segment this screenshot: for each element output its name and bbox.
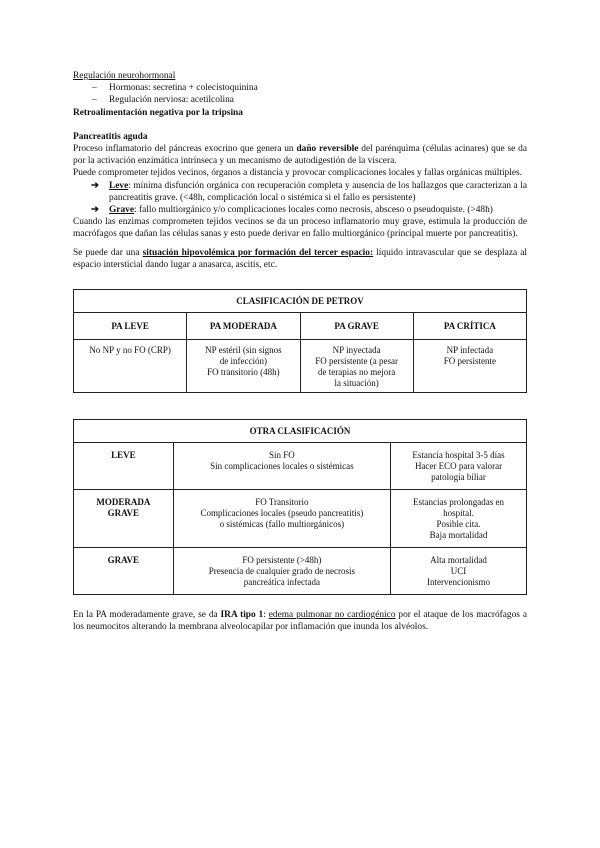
otra-clasificacion-table [73, 419, 527, 595]
row-label: GRAVE [74, 548, 174, 595]
column-header: PA CRÍTICA [413, 313, 526, 340]
retroalimentacion-heading: Retroalimentación negativa por la tripsina [73, 107, 243, 118]
table-cell: NP estéril (sin signos de infección) FO transitorio (48h) [187, 340, 300, 393]
table-cell: Alta mortalidad UCI Intervencionismo [391, 548, 527, 595]
list-item: – Regulación nerviosa: acetilcolina [73, 94, 527, 106]
table-cell: NP inyectada FO persistente (a pesar de terapias no mejora la situación) [300, 340, 413, 393]
paragraph-hipovolemica: Se puede dar una situación hipovolémica por formación del tercer espacio: líquido intravascular que se desplaza al espacio intersticial dando lugar a anasarca, ascitis, etc. [73, 247, 527, 270]
table-cell: Estancias prolongadas en hospital. Posible cita. Baja mortalidad [391, 490, 527, 548]
list-item-leve: ➔ Leve: mínima disfunción orgánica con recuperación completa y ausencia de los hallazgos que caracterizan a la pancreatitis grave. (<48h, complicación local o sistémica si el fallo es persistente) [91, 180, 527, 203]
row-label: MODERADA GRAVE [74, 490, 174, 548]
list-item-grave: ➔ Grave: fallo multiorgánico y/o complicaciones locales como necrosis, absceso o pseudoquiste. (>48h) [91, 205, 493, 216]
table-cell: FO Transitorio Complicaciones locales (pseudo pancreatitis) o sistémicas (fallo multiorgánicos) [173, 490, 390, 548]
table-cell: FO persistente (>48h) Presencia de cualquier grado de necrosis pancreática infectada [173, 548, 390, 595]
row-label: LEVE [74, 443, 174, 490]
section-heading-pancreatitis: Pancreatitis aguda [73, 131, 148, 142]
severity-list [73, 180, 527, 217]
column-header: PA LEVE [74, 313, 187, 340]
section-heading-regulacion: Regulación neurohormonal [73, 71, 176, 81]
column-header: PA GRAVE [300, 313, 413, 340]
regulacion-list [73, 82, 527, 106]
paragraph-enzimas: Cuando las enzimas comprometen tejidos vecinos se da un proceso inflamatorio muy grave, estimula la producción de macrófagos que dañan las células sanas y esto puede derivar en fallo multiorgánico (principal muerte por pancreatitis). [73, 217, 527, 240]
table-cell: No NP y no FO (CRP) [74, 340, 187, 393]
column-header: PA MODERADA [187, 313, 300, 340]
paragraph-compromise: Puede comprometer tejidos vecinos, órganos a distancia y provocar complicaciones locales y fallas orgánicas múltiples. [73, 168, 522, 179]
paragraph-ira: En la PA moderadamente grave, se da IRA tipo 1: edema pulmonar no cardiogénico por el ataque de los macrófagos a los neumocitos alterando la membrana alveolocapilar por inflamación que inunda los alvéolos. [73, 610, 527, 633]
list-item: – Hormonas: secretina + colecistoquinina [73, 82, 527, 94]
table-cell: Estancia hospital 3-5 días Hacer ECO para valorar patología biliar [391, 443, 527, 490]
petrov-table [73, 289, 527, 393]
document-page [73, 70, 527, 633]
paragraph-definition: Proceso inflamatorio del páncreas exocrino que genera un daño reversible del parénquima (células acinares) que se da por la activación enzimática intrínseca y un mecanismo de autodigestión de la víscera. [73, 144, 527, 167]
table-cell: Sin FO Sin complicaciones locales o sistémicas [173, 443, 390, 490]
petrov-table-title: CLASIFICACIÓN DE PETROV [74, 290, 527, 313]
otra-table-title: OTRA CLASIFICACIÓN [74, 420, 527, 443]
table-cell: NP infectada FO persistente [413, 340, 526, 393]
